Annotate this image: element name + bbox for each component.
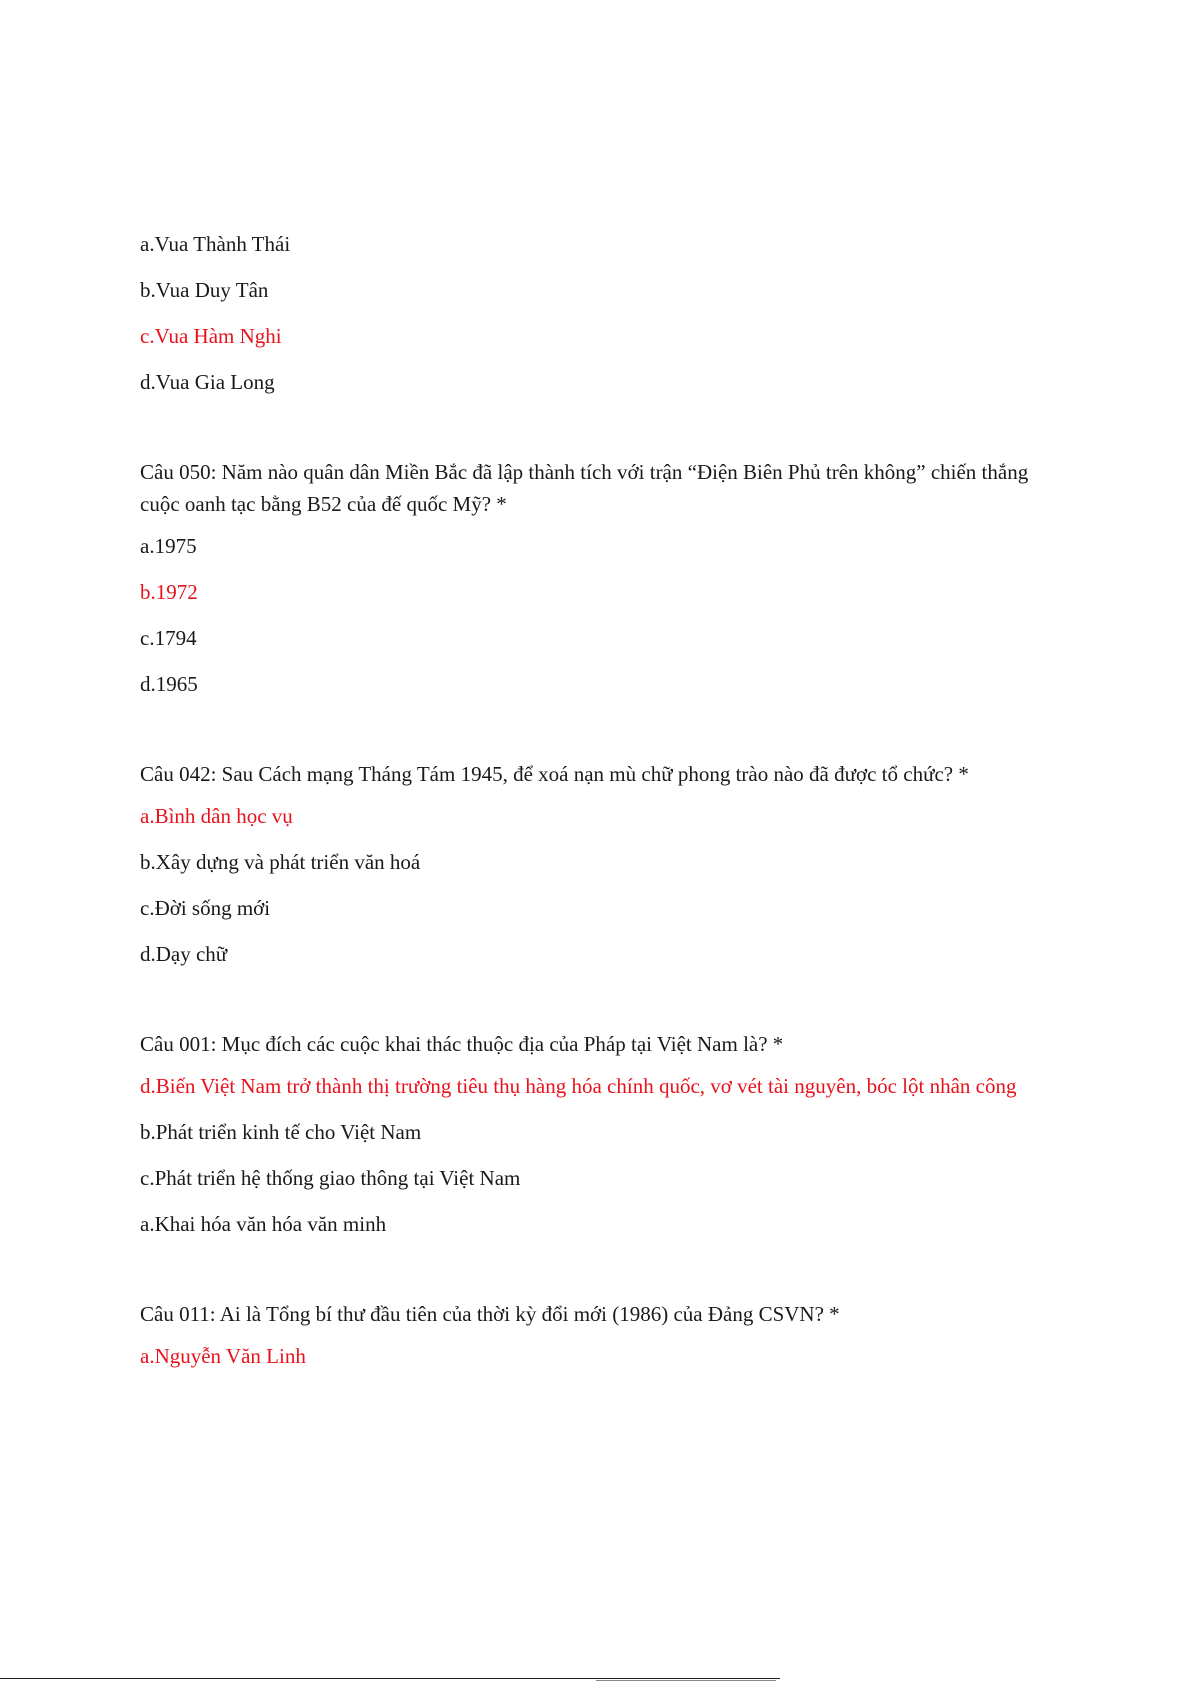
- correct-answer-option: d.Biến Việt Nam trở thành thị trường tiêu thụ hàng hóa chính quốc, vơ vét tài nguyên, bóc lột nhân công: [140, 1074, 1017, 1098]
- answer-option: c.Phát triển hệ thống giao thông tại Việt Nam: [140, 1166, 521, 1190]
- answer-option: b.Xây dựng và phát triển văn hoá: [140, 850, 421, 874]
- answer-option: b.Vua Duy Tân: [140, 278, 269, 302]
- answer-option: d.1965: [140, 672, 198, 696]
- spacer: [140, 1254, 1060, 1298]
- answer-option: c.1794: [140, 626, 197, 650]
- document-page: [140, 228, 1060, 1386]
- question-block: [140, 1028, 1060, 1240]
- question-text: Câu 011: Ai là Tổng bí thư đầu tiên của thời kỳ đổi mới (1986) của Đảng CSVN? *: [140, 1302, 840, 1326]
- question-block: [140, 228, 1060, 398]
- footer-rule: [0, 1678, 780, 1679]
- correct-answer-option: b.1972: [140, 580, 198, 604]
- question-block: [140, 1298, 1060, 1372]
- answer-option: d.Dạy chữ: [140, 942, 228, 966]
- question-block: [140, 758, 1060, 970]
- question-block: [140, 456, 1060, 700]
- answer-option: a.1975: [140, 534, 197, 558]
- correct-answer-option: a.Bình dân học vụ: [140, 804, 293, 828]
- footer-rule-secondary: [596, 1680, 776, 1681]
- correct-answer-option: c.Vua Hàm Nghi: [140, 324, 282, 348]
- answer-option: b.Phát triển kinh tế cho Việt Nam: [140, 1120, 422, 1144]
- answer-option: a.Vua Thành Thái: [140, 232, 291, 256]
- correct-answer-option: a.Nguyễn Văn Linh: [140, 1344, 306, 1368]
- question-text: Câu 001: Mục đích các cuộc khai thác thuộc địa của Pháp tại Việt Nam là? *: [140, 1032, 784, 1056]
- spacer: [140, 714, 1060, 758]
- answer-option: c.Đời sống mới: [140, 896, 271, 920]
- answer-option: a.Khai hóa văn hóa văn minh: [140, 1212, 387, 1236]
- answer-option: d.Vua Gia Long: [140, 370, 275, 394]
- question-text: Câu 042: Sau Cách mạng Tháng Tám 1945, để xoá nạn mù chữ phong trào nào đã được tổ chức? *: [140, 762, 969, 786]
- question-text: Câu 050: Năm nào quân dân Miền Bắc đã lập thành tích với trận “Điện Biên Phủ trên không” chiến thắng cuộc oanh tạc bằng B52 của đế quốc Mỹ? *: [140, 460, 1029, 516]
- spacer: [140, 984, 1060, 1028]
- spacer: [140, 412, 1060, 456]
